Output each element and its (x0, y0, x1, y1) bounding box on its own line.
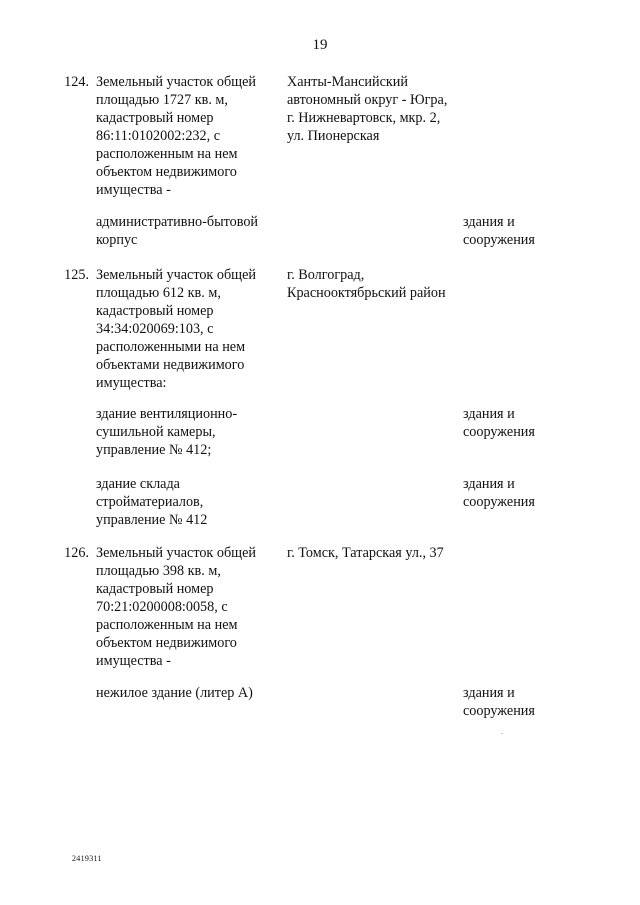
item-125-object-2-name: здание склада стройматериалов, управление № 412 (96, 476, 208, 528)
item-125-object-1-category: здания и сооружения (463, 406, 535, 440)
footer-document-code: 2419311 (72, 854, 102, 863)
item-125-object-2-category: здания и сооружения (463, 476, 535, 510)
item-125-location: г. Волгоград, Краснооктябрьский район (287, 267, 446, 301)
item-124-number: 124. (64, 74, 89, 90)
item-126-object-category: здания и сооружения (463, 685, 535, 719)
scan-speck (501, 733, 503, 734)
item-125-description: Земельный участок общей площадью 612 кв. м, кадастровый номер 34:34:020069:103, с расположенными на нем объектами недвижимого имущества: (96, 267, 256, 391)
item-125-number: 125. (64, 267, 89, 283)
item-126-number: 126. (64, 545, 89, 561)
page-number: 19 (312, 37, 328, 53)
item-126-object-name: нежилое здание (литер А) (96, 685, 253, 701)
item-125-object-1-name: здание вентиляционно- сушильной камеры, управление № 412; (96, 406, 238, 458)
item-126-location: г. Томск, Татарская ул., 37 (287, 545, 444, 561)
item-124-description: Земельный участок общей площадью 1727 кв. м, кадастровый номер 86:11:0102002:232, с расположенным на нем объектом недвижимого имущества - (96, 74, 256, 198)
item-124-object-category: здания и сооружения (463, 214, 535, 248)
item-124-location: Ханты-Мансийский автономный округ - Югра, г. Нижневартовск, мкр. 2, ул. Пионерская (287, 74, 448, 144)
item-124-object-name: административно-бытовой корпус (96, 214, 259, 248)
item-126-description: Земельный участок общей площадью 398 кв. м, кадастровый номер 70:21:0200008:0058, с расположенным на нем объектом недвижимого имущества - (96, 545, 256, 669)
